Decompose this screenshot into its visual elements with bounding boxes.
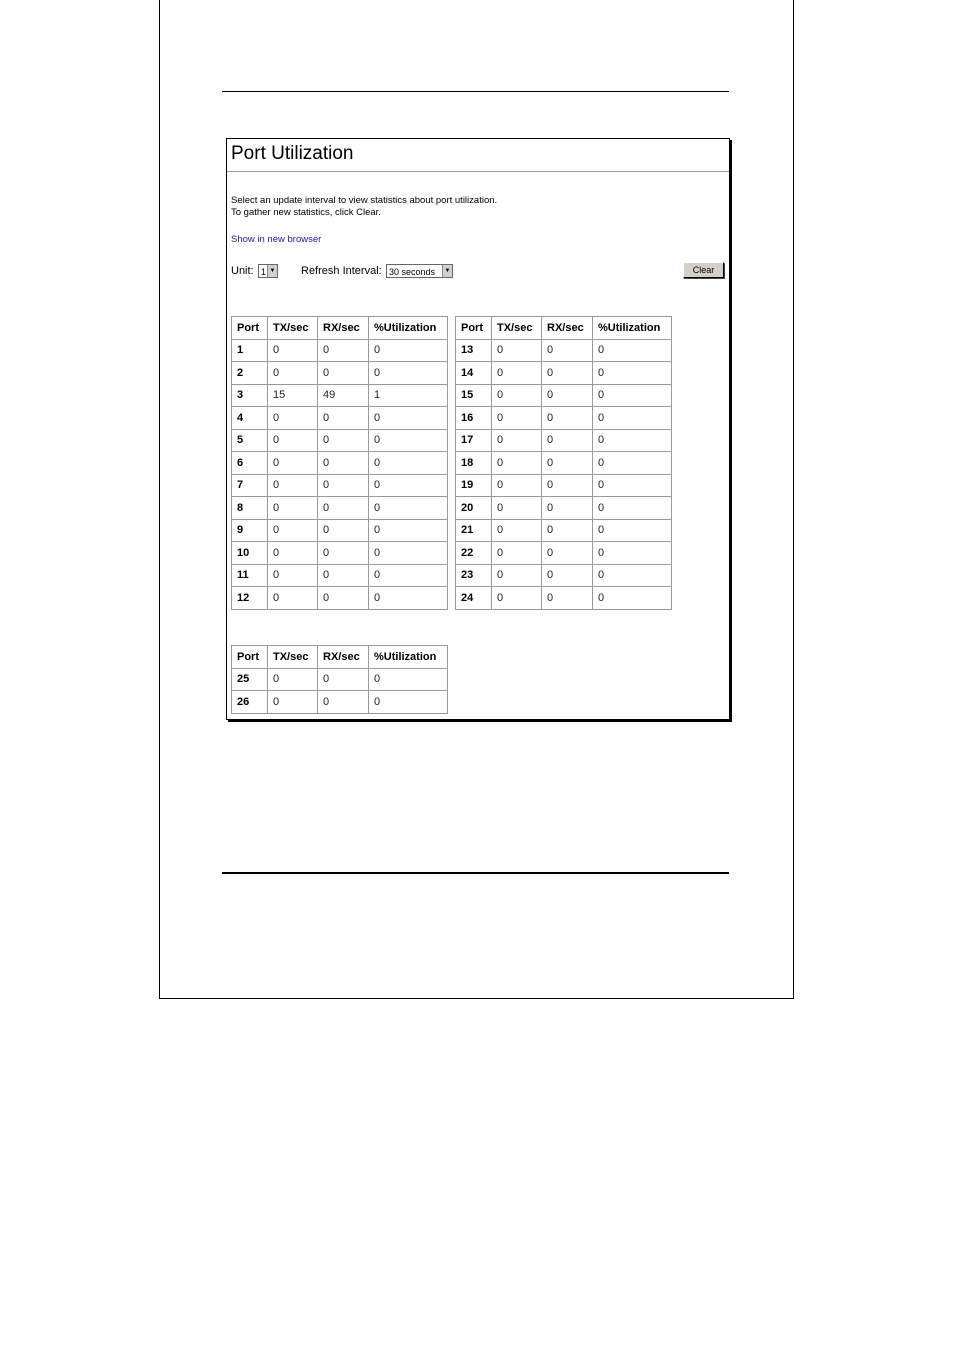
- port-number: 13: [456, 339, 492, 362]
- footer-rule: [222, 872, 729, 874]
- table-row: [232, 668, 448, 691]
- header-utilization: %Utilization: [369, 646, 448, 669]
- rx-sec-value: 0: [542, 519, 593, 542]
- rx-sec-value: 0: [318, 542, 369, 565]
- port-number: 3: [232, 384, 268, 407]
- table-row: [232, 587, 448, 610]
- rx-sec-value: 0: [318, 519, 369, 542]
- utilization-value: 0: [369, 362, 448, 385]
- table-row: [456, 384, 672, 407]
- header-utilization: %Utilization: [369, 317, 448, 340]
- chevron-down-icon[interactable]: ▼: [442, 265, 452, 277]
- table-row: [456, 339, 672, 362]
- tx-sec-value: 0: [492, 474, 542, 497]
- rx-sec-value: 49: [318, 384, 369, 407]
- show-in-new-browser-link[interactable]: Show in new browser: [231, 234, 322, 245]
- refresh-interval-select[interactable]: [386, 264, 453, 278]
- refresh-interval-label: Refresh Interval:: [301, 265, 382, 277]
- rx-sec-value: 0: [542, 542, 593, 565]
- tx-sec-value: 0: [268, 691, 318, 714]
- tx-sec-value: 0: [268, 429, 318, 452]
- tx-sec-value: 0: [492, 429, 542, 452]
- utilization-value: 0: [593, 542, 672, 565]
- utilization-value: 0: [593, 587, 672, 610]
- port-number: 1: [232, 339, 268, 362]
- rx-sec-value: 0: [318, 587, 369, 610]
- rx-sec-value: 0: [318, 691, 369, 714]
- utilization-value: 0: [369, 587, 448, 610]
- table-header-row: [456, 317, 672, 340]
- rx-sec-value: 0: [542, 452, 593, 475]
- port-table-1-12: [231, 316, 448, 610]
- port-number: 18: [456, 452, 492, 475]
- port-number: 24: [456, 587, 492, 610]
- table-row: [456, 407, 672, 430]
- unit-select[interactable]: [258, 264, 278, 278]
- port-number: 19: [456, 474, 492, 497]
- port-table-25-26: [231, 645, 448, 714]
- utilization-value: 0: [369, 339, 448, 362]
- description: [231, 195, 497, 218]
- port-utilization-window: [226, 138, 730, 720]
- header-port: Port: [232, 646, 268, 669]
- utilization-value: 0: [593, 362, 672, 385]
- rx-sec-value: 0: [318, 668, 369, 691]
- utilization-value: 0: [593, 339, 672, 362]
- description-line-2: To gather new statistics, click Clear.: [231, 206, 381, 218]
- rx-sec-value: 0: [542, 407, 593, 430]
- utilization-value: 0: [369, 429, 448, 452]
- utilization-value: 0: [593, 407, 672, 430]
- description-line-1: Select an update interval to view statistics about port utilization.: [231, 195, 498, 206]
- rx-sec-value: 0: [318, 497, 369, 520]
- utilization-value: 0: [593, 452, 672, 475]
- tx-sec-value: 0: [492, 407, 542, 430]
- header-rx-sec: RX/sec: [542, 317, 593, 340]
- header-tx-sec: TX/sec: [492, 317, 542, 340]
- table-row: [232, 474, 448, 497]
- table-row: [232, 384, 448, 407]
- utilization-value: 0: [369, 497, 448, 520]
- port-number: 4: [232, 407, 268, 430]
- utilization-value: 0: [593, 429, 672, 452]
- header-rx-sec: RX/sec: [318, 646, 369, 669]
- tx-sec-value: 0: [492, 452, 542, 475]
- clear-button[interactable]: Clear: [683, 262, 724, 278]
- rx-sec-value: 0: [542, 339, 593, 362]
- rx-sec-value: 0: [318, 339, 369, 362]
- tx-sec-value: 0: [492, 362, 542, 385]
- header-rule: [222, 91, 729, 92]
- tx-sec-value: 0: [268, 407, 318, 430]
- utilization-value: 0: [369, 691, 448, 714]
- rx-sec-value: 0: [542, 587, 593, 610]
- table-row: [456, 564, 672, 587]
- table-row: [456, 497, 672, 520]
- table-row: [456, 542, 672, 565]
- utilization-value: 0: [369, 668, 448, 691]
- port-number: 16: [456, 407, 492, 430]
- rx-sec-value: 0: [318, 564, 369, 587]
- port-number: 20: [456, 497, 492, 520]
- tx-sec-value: 0: [492, 384, 542, 407]
- tx-sec-value: 0: [268, 542, 318, 565]
- table-row: [456, 587, 672, 610]
- table-row: [456, 452, 672, 475]
- table-row: [456, 362, 672, 385]
- tx-sec-value: 0: [492, 587, 542, 610]
- rx-sec-value: 0: [318, 474, 369, 497]
- table-row: [232, 691, 448, 714]
- port-number: 12: [232, 587, 268, 610]
- table-row: [232, 519, 448, 542]
- title-divider: [227, 171, 729, 172]
- utilization-value: 0: [593, 384, 672, 407]
- table-row: [232, 497, 448, 520]
- header-rx-sec: RX/sec: [318, 317, 369, 340]
- utilization-value: 0: [593, 564, 672, 587]
- utilization-value: 0: [369, 542, 448, 565]
- tx-sec-value: 0: [268, 339, 318, 362]
- tx-sec-value: 0: [492, 564, 542, 587]
- port-number: 22: [456, 542, 492, 565]
- utilization-value: 0: [369, 564, 448, 587]
- tx-sec-value: 0: [268, 497, 318, 520]
- rx-sec-value: 0: [542, 384, 593, 407]
- utilization-value: 0: [369, 407, 448, 430]
- table-row: [232, 407, 448, 430]
- rx-sec-value: 0: [542, 429, 593, 452]
- port-number: 11: [232, 564, 268, 587]
- port-number: 14: [456, 362, 492, 385]
- port-number: 17: [456, 429, 492, 452]
- port-number: 6: [232, 452, 268, 475]
- port-number: 25: [232, 668, 268, 691]
- table-row: [232, 542, 448, 565]
- rx-sec-value: 0: [318, 452, 369, 475]
- tx-sec-value: 0: [268, 564, 318, 587]
- tx-sec-value: 0: [268, 474, 318, 497]
- rx-sec-value: 0: [542, 497, 593, 520]
- utilization-value: 0: [593, 474, 672, 497]
- utilization-value: 1: [369, 384, 448, 407]
- tx-sec-value: 0: [492, 542, 542, 565]
- rx-sec-value: 0: [318, 429, 369, 452]
- tx-sec-value: 0: [268, 362, 318, 385]
- unit-select-value: 1: [261, 267, 267, 277]
- header-port: Port: [232, 317, 268, 340]
- tx-sec-value: 15: [268, 384, 318, 407]
- tx-sec-value: 0: [268, 668, 318, 691]
- rx-sec-value: 0: [542, 362, 593, 385]
- header-port: Port: [456, 317, 492, 340]
- tx-sec-value: 0: [268, 519, 318, 542]
- header-tx-sec: TX/sec: [268, 317, 318, 340]
- table-row: [456, 474, 672, 497]
- table-header-row: [232, 646, 448, 669]
- table-row: [232, 362, 448, 385]
- rx-sec-value: 0: [542, 474, 593, 497]
- table-row: [232, 452, 448, 475]
- tx-sec-value: 0: [492, 339, 542, 362]
- rx-sec-value: 0: [542, 564, 593, 587]
- table-row: [456, 519, 672, 542]
- utilization-value: 0: [369, 519, 448, 542]
- tx-sec-value: 0: [492, 519, 542, 542]
- utilization-value: 0: [593, 497, 672, 520]
- port-number: 8: [232, 497, 268, 520]
- table-row: [456, 429, 672, 452]
- port-number: 5: [232, 429, 268, 452]
- refresh-interval-value: 30 seconds: [389, 267, 436, 277]
- rx-sec-value: 0: [318, 362, 369, 385]
- page-title: Port Utilization: [231, 143, 354, 164]
- port-number: 23: [456, 564, 492, 587]
- table-row: [232, 429, 448, 452]
- utilization-value: 0: [369, 474, 448, 497]
- port-number: 10: [232, 542, 268, 565]
- port-number: 26: [232, 691, 268, 714]
- port-number: 15: [456, 384, 492, 407]
- rx-sec-value: 0: [318, 407, 369, 430]
- tx-sec-value: 0: [492, 497, 542, 520]
- tx-sec-value: 0: [268, 452, 318, 475]
- port-number: 9: [232, 519, 268, 542]
- port-number: 7: [232, 474, 268, 497]
- table-row: [232, 564, 448, 587]
- tx-sec-value: 0: [268, 587, 318, 610]
- header-utilization: %Utilization: [593, 317, 672, 340]
- utilization-value: 0: [593, 519, 672, 542]
- port-table-13-24: [455, 316, 672, 610]
- port-number: 2: [232, 362, 268, 385]
- utilization-value: 0: [369, 452, 448, 475]
- header-tx-sec: TX/sec: [268, 646, 318, 669]
- port-number: 21: [456, 519, 492, 542]
- chevron-down-icon[interactable]: ▼: [267, 265, 277, 277]
- table-row: [232, 339, 448, 362]
- table-header-row: [232, 317, 448, 340]
- unit-label: Unit:: [231, 265, 254, 277]
